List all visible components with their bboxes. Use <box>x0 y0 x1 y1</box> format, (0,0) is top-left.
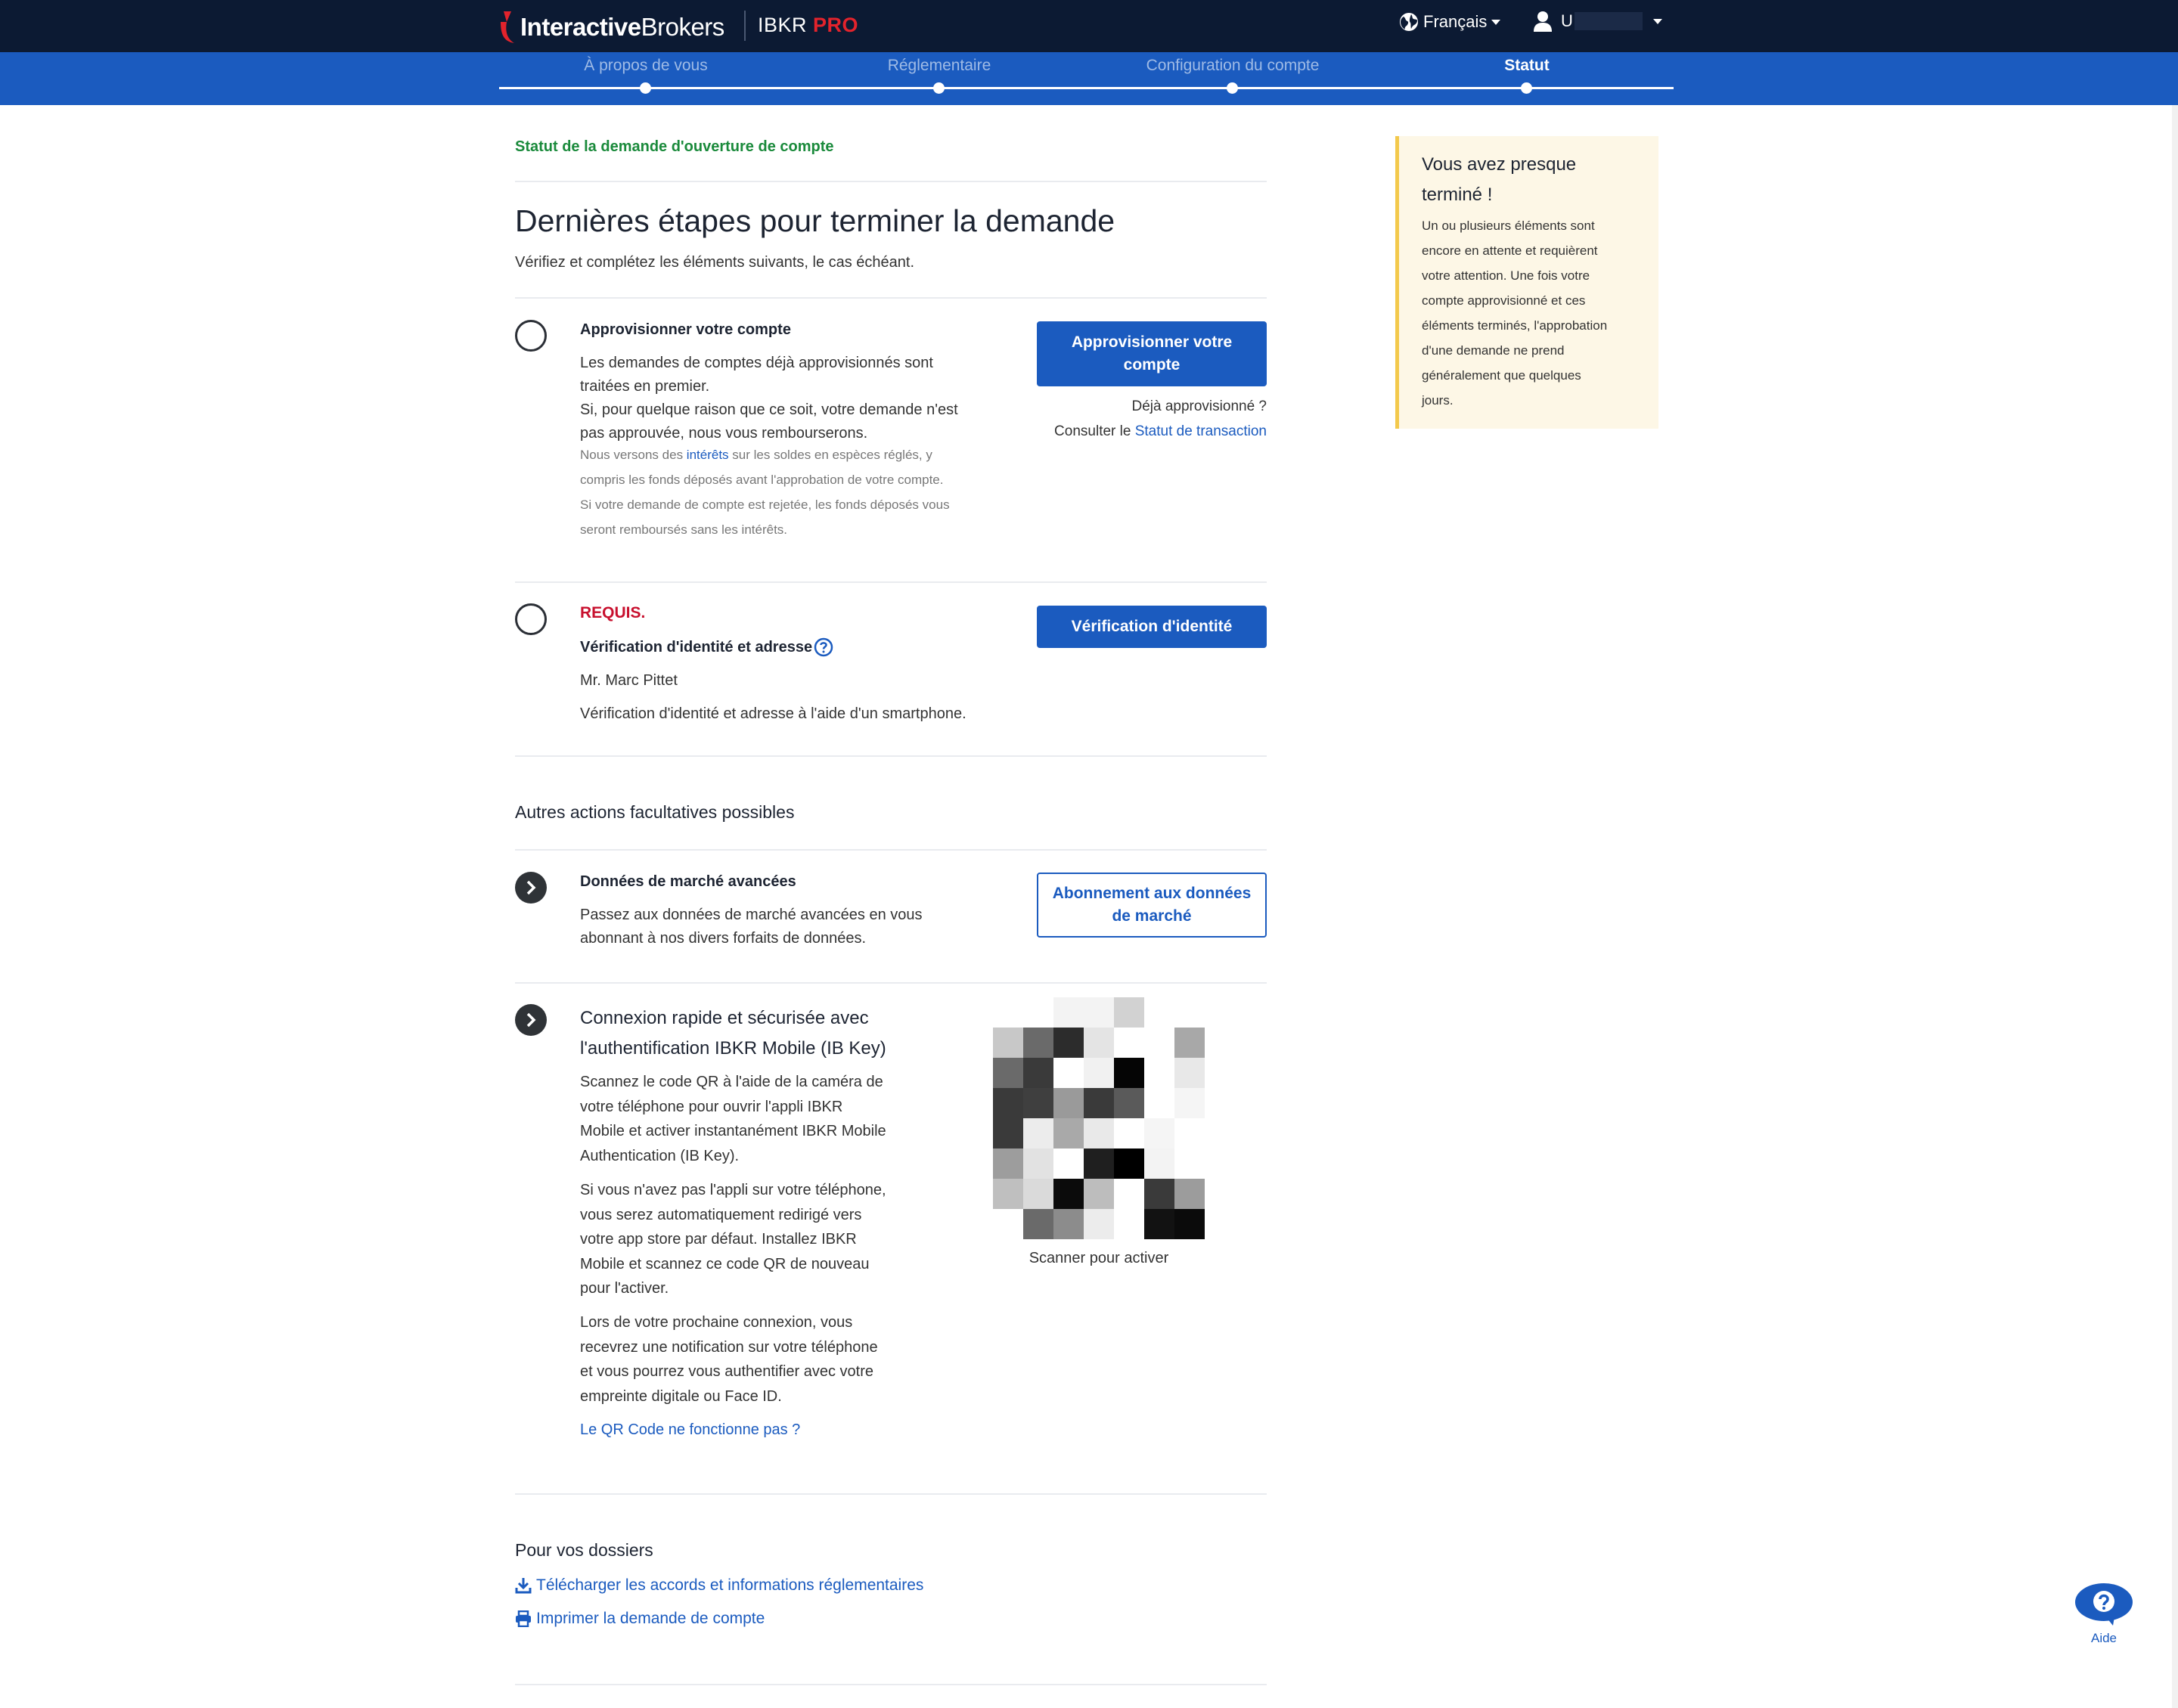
qr-pixel <box>1174 1058 1205 1088</box>
ibkey-paragraph-3: Lors de votre prochaine connexion, vous recevrez une notification sur votre téléphone et vous pourrez vous authentifier avec votre empreinte digitale ou Face ID. <box>580 1314 878 1405</box>
almost-done-panel <box>1395 136 1658 429</box>
qr-pixel <box>1023 1058 1053 1088</box>
qr-pixel <box>1084 1148 1114 1179</box>
market-data-description: Passez aux données de marché avancées en vous abonnant à nos divers forfaits de données. <box>580 907 923 947</box>
ibkey-paragraph-2: Si vous n'avez pas l'appli sur votre téléphone, vous serez automatiquement redirigé vers votre app store par défaut. Installez IBKR Mobile et scannez ce code QR de nouveau pour l'activer. <box>580 1182 886 1297</box>
globe-icon <box>1399 12 1419 32</box>
ibkey-title: Connexion rapide et sécurisée avec l'authentification IBKR Mobile (IB Key) <box>580 1008 886 1059</box>
qr-pixel <box>1023 1118 1053 1148</box>
qr-pixel <box>1174 1028 1205 1058</box>
qr-pixel <box>993 1118 1023 1148</box>
fund-title: Approvisionner votre compte <box>580 321 791 338</box>
required-badge: REQUIS. <box>580 604 646 622</box>
qr-pixel <box>1144 1148 1174 1179</box>
help-button[interactable] <box>2075 1583 2133 1646</box>
interest-link[interactable]: intérêts <box>686 448 729 462</box>
expand-arrow-icon[interactable] <box>515 872 547 904</box>
qr-pixel <box>993 1028 1023 1058</box>
qr-pixel <box>1084 997 1114 1028</box>
step-about-you[interactable] <box>499 52 793 75</box>
divider <box>515 849 1267 851</box>
language-label: Français <box>1423 12 1488 31</box>
print-application-link[interactable]: Imprimer la demande de compte <box>515 1610 765 1628</box>
breadcrumb: Statut de la demande d'ouverture de compte <box>515 138 834 155</box>
qr-not-working-link[interactable]: Le QR Code ne fonctionne pas ? <box>580 1421 801 1438</box>
qr-pixel <box>1053 1209 1084 1239</box>
divider <box>515 1684 1267 1685</box>
qr-pixel <box>1114 1118 1144 1148</box>
qr-pixel <box>1114 997 1144 1028</box>
step-dot <box>640 82 651 94</box>
download-icon <box>515 1577 532 1594</box>
records-title: Pour vos dossiers <box>515 1540 653 1560</box>
market-data-subscription-button[interactable]: Abonnement aux données de marché <box>1037 873 1267 938</box>
qr-pixel <box>1114 1028 1144 1058</box>
qr-pixel <box>1023 1209 1053 1239</box>
printer-icon <box>515 1610 532 1627</box>
step-dot <box>1227 82 1238 94</box>
user-icon <box>1534 11 1552 32</box>
qr-pixel <box>1174 1118 1205 1148</box>
optional-actions-title: Autres actions facultatives possibles <box>515 802 795 822</box>
qr-pixel <box>993 1088 1023 1118</box>
help-chat-icon <box>2075 1583 2133 1626</box>
interactive-brokers-logo[interactable] <box>499 11 724 44</box>
help-label: Aide <box>2090 1631 2118 1645</box>
qr-pixel <box>993 1058 1023 1088</box>
step-account-configuration[interactable] <box>1086 52 1379 75</box>
qr-pixel <box>1174 1148 1205 1179</box>
brand-divider <box>744 11 746 41</box>
page-subtitle: Vérifiez et complétez les éléments suivants, le cas échéant. <box>515 254 915 271</box>
progress-steps <box>0 52 2178 105</box>
redacted-user-id <box>1575 12 1643 30</box>
status-circle-icon <box>515 320 547 352</box>
qr-pixel <box>1053 1028 1084 1058</box>
qr-pixel <box>1023 1088 1053 1118</box>
identity-description: Vérification d'identité et adresse à l'aide d'un smartphone. <box>580 705 966 722</box>
identity-name: Mr. Marc Pittet <box>580 672 678 689</box>
qr-pixel <box>1114 1058 1144 1088</box>
top-navbar <box>0 0 2178 52</box>
user-menu[interactable] <box>1534 11 1662 32</box>
qr-pixel <box>1023 1028 1053 1058</box>
product-name: IBKR PRO <box>758 14 859 36</box>
status-circle-icon <box>515 603 547 635</box>
qr-pixel <box>1114 1209 1144 1239</box>
qr-pixel <box>993 1209 1023 1239</box>
chevron-down-icon <box>1491 20 1500 25</box>
qr-pixel <box>1144 1179 1174 1209</box>
market-data-title: Données de marché avancées <box>580 873 796 890</box>
step-label: Statut <box>1504 57 1550 74</box>
ibkey-paragraph-1: Scannez le code QR à l'aide de la caméra de votre téléphone pour ouvrir l'appli IBKR Mobile et activer instantanément IBKR Mobile Authentication (IB Key). <box>580 1074 886 1164</box>
qr-pixel <box>1053 1058 1084 1088</box>
transaction-status-note: Consulter le Statut de transaction <box>1054 423 1267 439</box>
transaction-status-link[interactable]: Statut de transaction <box>1134 423 1267 439</box>
qr-code-image[interactable] <box>993 997 1205 1239</box>
divider <box>515 181 1267 182</box>
qr-pixel <box>1144 1118 1174 1148</box>
user-id: U <box>1561 11 1573 30</box>
step-label: À propos de vous <box>584 57 708 74</box>
step-label: Réglementaire <box>887 57 991 74</box>
qr-pixel <box>1053 997 1084 1028</box>
divider <box>515 581 1267 583</box>
qr-pixel <box>993 1148 1023 1179</box>
qr-pixel <box>1114 1088 1144 1118</box>
qr-pixel <box>1144 1088 1174 1118</box>
identity-verification-button[interactable]: Vérification d'identité <box>1037 606 1267 648</box>
ib-logo-icon <box>499 11 516 43</box>
fund-interest-note: Nous versons des intérêts sur les soldes en espèces réglés, y compris les fonds déposés avant l'approbation de votre compte. Si votre demande de compte est rejetée, les fonds déposés vous seront remboursés sans les intérêts. <box>580 448 950 537</box>
brand-name: InteractiveBrokers <box>520 13 724 41</box>
qr-pixel <box>1023 1179 1053 1209</box>
step-label: Configuration du compte <box>1146 57 1320 74</box>
qr-pixel <box>1053 1148 1084 1179</box>
divider <box>515 755 1267 757</box>
qr-pixel <box>1174 1088 1205 1118</box>
qr-pixel <box>1053 1179 1084 1209</box>
almost-done-body: Un ou plusieurs éléments sont encore en attente et requièrent votre attention. Une fois votre compte approvisionné et ces éléments terminés, l'approbation d'une demande ne prend généralement que quelques jours. <box>1422 219 1608 408</box>
expand-arrow-icon[interactable] <box>515 1004 547 1036</box>
qr-pixel <box>1144 1028 1174 1058</box>
qr-pixel <box>1053 1118 1084 1148</box>
scrollbar[interactable] <box>2172 105 2178 1708</box>
qr-pixel <box>1114 1148 1144 1179</box>
fund-account-button[interactable]: Approvisionner votre compte <box>1037 321 1267 386</box>
qr-pixel <box>1174 1209 1205 1239</box>
qr-pixel <box>1144 1209 1174 1239</box>
qr-pixel <box>1084 1028 1114 1058</box>
step-dot <box>1521 82 1532 94</box>
already-funded-text: Déjà approvisionné ? <box>1131 398 1267 414</box>
almost-done-title: Vous avez presque terminé ! <box>1422 154 1577 205</box>
page-title: Dernières étapes pour terminer la demande <box>515 203 1115 238</box>
qr-pixel <box>1084 1179 1114 1209</box>
step-dot <box>933 82 945 94</box>
qr-pixel <box>993 1179 1023 1209</box>
fund-description: Les demandes de comptes déjà approvisionnés sont traitées en premier. Si, pour quelque raison que ce soit, votre demande n'est pas approuvée, nous vous rembourserons. <box>580 355 958 442</box>
divider <box>515 982 1267 984</box>
qr-pixel <box>1023 1148 1053 1179</box>
identity-title: Vérification d'identité et adresse <box>580 637 833 657</box>
progress-line <box>499 87 1674 89</box>
qr-pixel <box>1053 1088 1084 1118</box>
divider <box>515 297 1267 299</box>
step-status[interactable] <box>1380 52 1674 75</box>
question-circle-icon[interactable] <box>814 637 833 657</box>
divider <box>515 1493 1267 1495</box>
step-regulatory[interactable] <box>793 52 1086 75</box>
qr-pixel <box>1084 1088 1114 1118</box>
qr-caption: Scanner pour activer <box>1028 1250 1169 1266</box>
qr-pixel <box>1084 1209 1114 1239</box>
language-selector[interactable] <box>1399 12 1500 32</box>
qr-pixel <box>1114 1179 1144 1209</box>
qr-pixel <box>1144 1058 1174 1088</box>
chevron-down-icon <box>1653 19 1662 24</box>
qr-pixel <box>1084 1058 1114 1088</box>
qr-pixel <box>1174 1179 1205 1209</box>
download-agreements-link[interactable]: Télécharger les accords et informations réglementaires <box>515 1576 923 1595</box>
qr-pixel <box>1084 1118 1114 1148</box>
